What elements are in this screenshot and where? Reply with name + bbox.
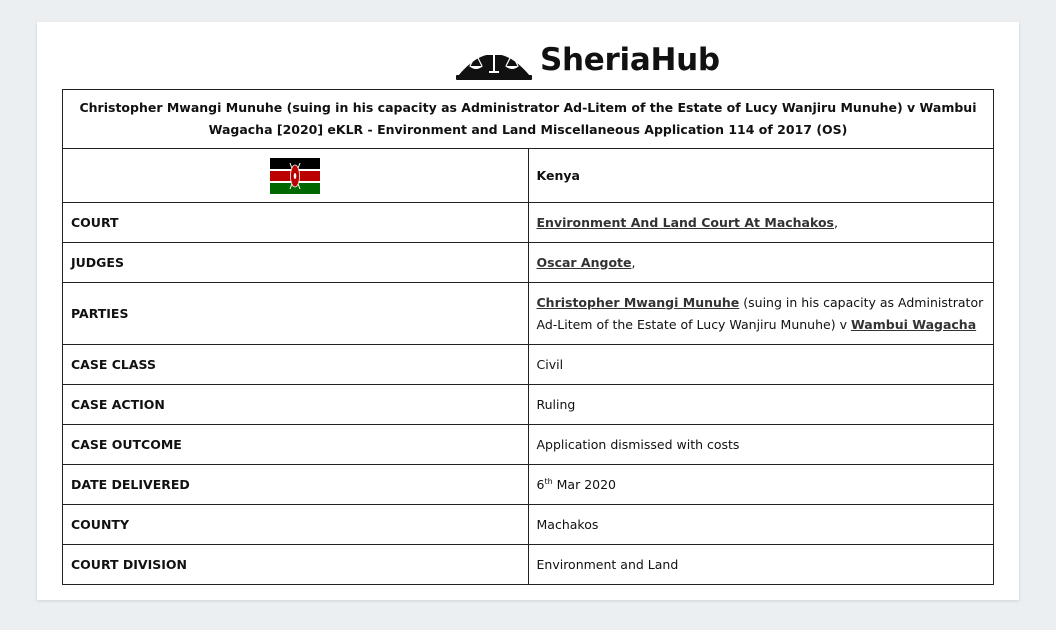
court-label: COURT: [63, 203, 529, 243]
date-ordinal-suffix: th: [544, 476, 553, 486]
case-details-table: [62, 89, 994, 585]
case-action-value: Ruling: [528, 385, 994, 425]
county-value: Machakos: [528, 505, 994, 545]
case-class-value: Civil: [528, 345, 994, 385]
court-suffix: ,: [834, 214, 838, 230]
case-action-label: CASE ACTION: [63, 385, 529, 425]
case-outcome-label: CASE OUTCOME: [63, 425, 529, 465]
case-class-label: CASE CLASS: [63, 345, 529, 385]
judge-link[interactable]: Oscar Angote: [536, 254, 632, 270]
parties-middle-text: (suing in his capacity as Administrator Ad-Litem of the Estate of Lucy Wanjiru Munuhe) v: [536, 294, 984, 332]
date-rest: Mar 2020: [552, 476, 617, 492]
court-link[interactable]: Environment And Land Court At Machakos: [536, 214, 834, 230]
kenya-flag-icon: [270, 158, 320, 194]
parties-value: [528, 283, 994, 345]
sheriahub-logo[interactable]: [454, 38, 720, 82]
judges-label: JUDGES: [63, 243, 529, 283]
case-outcome-value: Application dismissed with costs: [528, 425, 994, 465]
case-title: Christopher Mwangi Munuhe (suing in his capacity as Administrator Ad-Litem of the Estate of Lucy Wanjiru Munuhe) v Wambui Wagacha [2020] eKLR - Environment and Land Miscellaneous Application 114 of 2017 (OS): [63, 90, 994, 149]
brand-name: SheriaHub: [540, 42, 720, 78]
flag-cell: [63, 149, 529, 203]
country-name: Kenya: [528, 149, 994, 203]
party-link-applicant[interactable]: Christopher Mwangi Munuhe: [536, 294, 740, 310]
date-delivered-label: DATE DELIVERED: [63, 465, 529, 505]
judges-suffix: ,: [631, 254, 636, 270]
court-division-label: COURT DIVISION: [63, 545, 529, 585]
court-value: [528, 203, 994, 243]
party-link-respondent[interactable]: Wambui Wagacha: [850, 316, 977, 332]
date-day: 6: [536, 476, 545, 492]
date-delivered-value: [528, 465, 994, 505]
court-division-value: Environment and Land: [528, 545, 994, 585]
scales-of-justice-icon: [454, 38, 534, 82]
parties-label: PARTIES: [63, 283, 529, 345]
county-label: COUNTY: [63, 505, 529, 545]
judges-value: [528, 243, 994, 283]
